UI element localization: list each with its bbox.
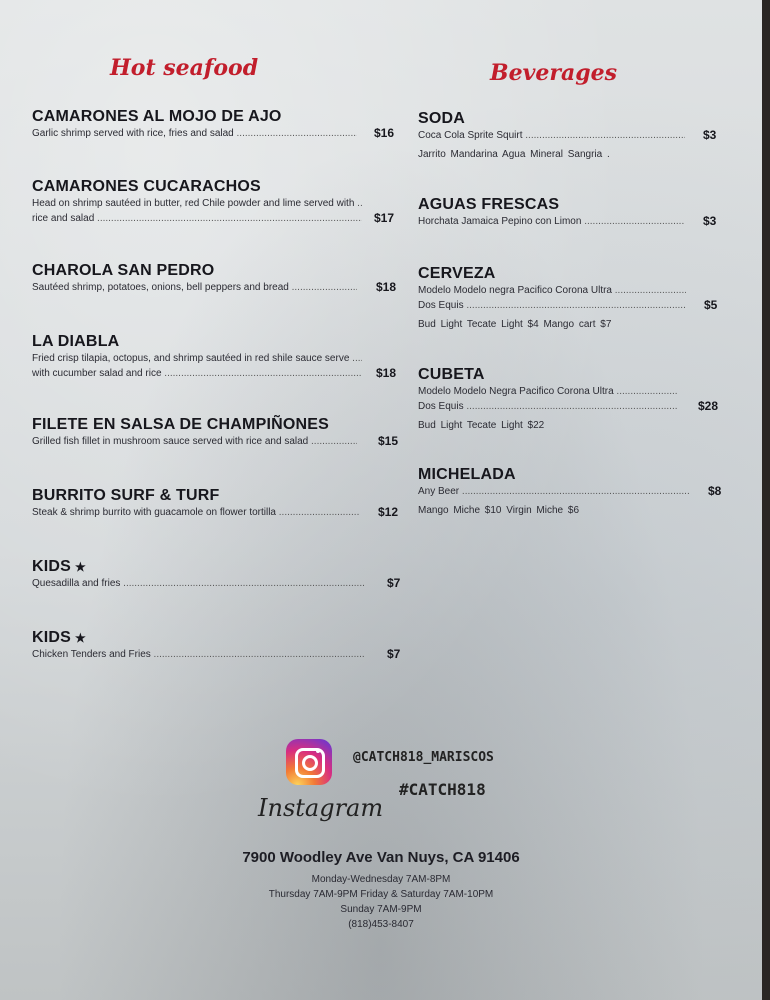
item-row xyxy=(32,196,398,226)
item-name: CAMARONES AL MOJO DE AJO xyxy=(32,108,282,125)
menu-item-camarones-cucarachos xyxy=(32,178,398,226)
item-name xyxy=(32,629,402,647)
item-name: AGUAS FRESCAS xyxy=(418,196,560,213)
item-description: Steak & shrimp burrito with guacamole on flower tortilla ..... xyxy=(32,505,360,520)
menu-item-kids-tenders xyxy=(32,629,402,662)
menu-item-charola-san-pedro xyxy=(32,262,398,295)
instagram-icon xyxy=(286,739,332,785)
item-price: $8 xyxy=(708,484,722,498)
item-row xyxy=(418,128,723,143)
item-description: with cucumber salad and rice ..... xyxy=(32,366,362,381)
item-price: $3 xyxy=(703,128,717,142)
item-row xyxy=(32,505,402,520)
item-price: $7 xyxy=(387,647,401,661)
menu-item-filete-champinones xyxy=(32,416,402,449)
item-name-text: KIDS xyxy=(32,558,72,575)
item-extra-options: Bud Light Tecate Light $22 xyxy=(418,420,545,431)
item-price: $3 xyxy=(703,214,717,228)
item-description: Horchata Jamaica Pepino con Limon ..... xyxy=(418,214,685,229)
item-price: $28 xyxy=(698,399,719,413)
item-row xyxy=(32,434,402,449)
instagram-hashtag: #CATCH818 xyxy=(399,780,486,799)
item-name: CERVEZA xyxy=(418,265,496,282)
menu-item-burrito-surf-turf xyxy=(32,487,402,520)
section-title-beverages: Beverages xyxy=(490,60,617,86)
item-row xyxy=(32,647,402,662)
item-row xyxy=(32,576,402,591)
item-price: $12 xyxy=(378,505,399,519)
item-description: Garlic shrimp served with rice, fries and salad ..... xyxy=(32,126,357,141)
item-name: CAMARONES CUCARACHOS xyxy=(32,178,261,195)
instagram-wordmark: Instagram xyxy=(258,794,384,822)
item-name: FILETE EN SALSA DE CHAMPIÑONES xyxy=(32,416,329,433)
item-extra-options: Bud Light Tecate Light $4 Mango cart $7 xyxy=(418,319,612,330)
item-name-text: KIDS xyxy=(32,629,72,646)
instagram-handle: @CATCH818_MARISCOS xyxy=(353,750,494,765)
menu-item-camarones-mojo xyxy=(32,108,398,141)
item-description: Modelo Modelo Negra Pacifico Corona Ultra ..... xyxy=(418,384,678,399)
item-description: Any Beer ..... xyxy=(418,484,690,499)
beverage-item-aguas-frescas xyxy=(418,196,723,229)
phone-number: (818)453-8407 xyxy=(348,919,414,930)
item-row xyxy=(32,351,398,381)
hours-sunday: Sunday 7AM-9PM xyxy=(340,904,422,915)
item-price: $18 xyxy=(376,280,397,294)
item-extra-options: Mango Miche $10 Virgin Miche $6 xyxy=(418,505,580,516)
item-description: Dos Equis ..... xyxy=(418,298,686,313)
item-price: $18 xyxy=(376,366,397,380)
item-price: $7 xyxy=(387,576,401,590)
item-description: Dos Equis ..... xyxy=(418,399,678,414)
item-description: Head on shrimp sautéed in butter, red Chile powder and lime served with ..... xyxy=(32,196,362,211)
menu-item-kids-quesadilla xyxy=(32,558,402,591)
beverage-item-michelada xyxy=(418,466,728,516)
section-title-hot-seafood: Hot seafood xyxy=(110,55,259,81)
beverage-item-cerveza xyxy=(418,265,723,330)
hours-thu-sat: Thursday 7AM-9PM Friday & Saturday 7AM-10PM xyxy=(268,889,494,900)
item-name: LA DIABLA xyxy=(32,333,120,350)
item-name: MICHELADA xyxy=(418,466,516,483)
item-row xyxy=(32,126,398,141)
item-row xyxy=(418,384,723,414)
item-price: $5 xyxy=(704,298,718,312)
item-name: SODA xyxy=(418,110,466,127)
beverage-item-soda xyxy=(418,110,723,160)
item-name xyxy=(32,558,402,576)
item-name: CHAROLA SAN PEDRO xyxy=(32,262,215,279)
item-price: $16 xyxy=(374,126,395,140)
item-description: Grilled fish fillet in mushroom sauce served with rice and salad ..... xyxy=(32,434,357,449)
item-description: Modelo Modelo negra Pacifico Corona Ultra ..... xyxy=(418,283,686,298)
item-description: Quesadilla and fries ..... xyxy=(32,576,365,591)
item-row xyxy=(32,280,398,295)
item-description: Sautéed shrimp, potatoes, onions, bell peppers and bread ..... xyxy=(32,280,357,295)
item-name: BURRITO SURF & TURF xyxy=(32,487,220,504)
item-price: $17 xyxy=(374,211,395,225)
star-icon: ★ xyxy=(75,560,86,574)
item-row xyxy=(418,283,723,313)
star-icon: ★ xyxy=(75,631,86,645)
item-price: $15 xyxy=(378,434,399,448)
restaurant-address: 7900 Woodley Ave Van Nuys, CA 91406 xyxy=(242,849,520,866)
item-description: Fried crisp tilapia, octopus, and shrimp sautéed in red shile sauce serve ..... xyxy=(32,351,362,366)
item-name: CUBETA xyxy=(418,366,485,383)
item-description: rice and salad ..... xyxy=(32,211,362,226)
item-extra-options: Jarrito Mandarina Agua Mineral Sangria . xyxy=(418,149,610,160)
beverage-item-cubeta xyxy=(418,366,723,431)
item-row xyxy=(418,484,728,499)
item-row xyxy=(418,214,723,229)
item-description: Coca Cola Sprite Squirt ..... xyxy=(418,128,685,143)
menu-item-la-diabla xyxy=(32,333,398,381)
hours-weekday: Monday-Wednesday 7AM-8PM xyxy=(311,874,451,885)
item-description: Chicken Tenders and Fries ..... xyxy=(32,647,365,662)
